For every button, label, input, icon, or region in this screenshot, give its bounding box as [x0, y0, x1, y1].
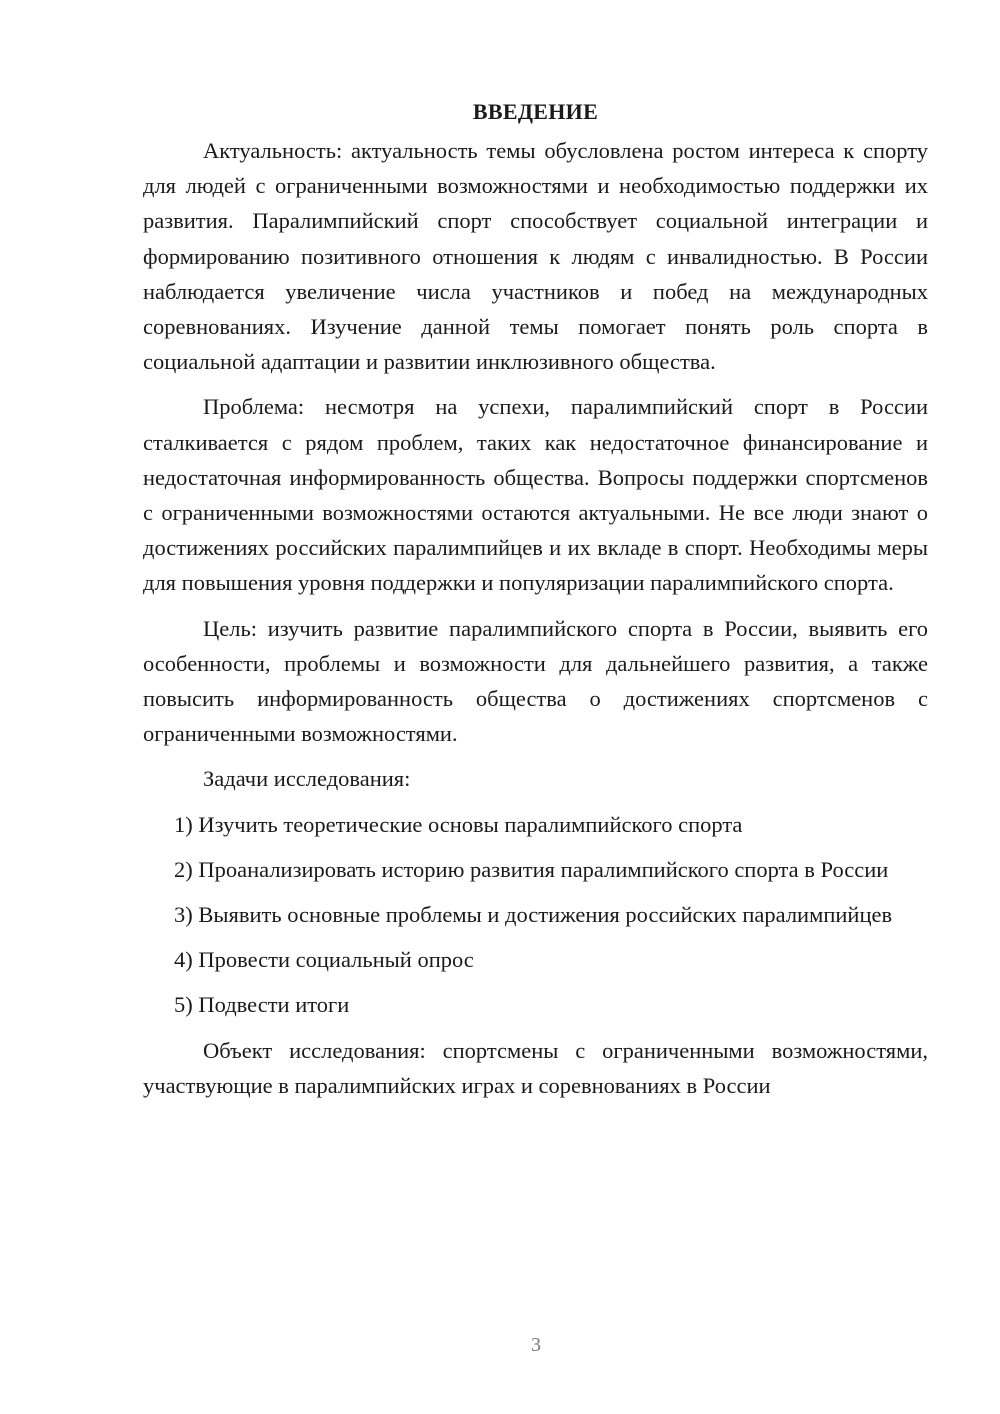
- problem-paragraph: Проблема: несмотря на успехи, паралимпийский спорт в России сталкивается с рядом проблем, таких как недостаточное финансирование и недостаточная информированность общества. Вопросы поддержки спортсменов с ограниченными возможностями остаются актуальными. Не все люди знают о достижениях российских паралимпийцев и их вкладе в спорт. Необходимы меры для повышения уровня поддержки и популяризации паралимпийского спорта.: [143, 394, 928, 596]
- task-item-5: 5) Подвести итоги: [174, 992, 350, 1018]
- task-item-2: 2) Проанализировать историю развития паралимпийского спорта в России: [174, 856, 889, 882]
- relevance-paragraph: Актуальность: актуальность темы обусловлена ростом интереса к спорту для людей с ограниченными возможностями и необходимостью поддержки их развития. Паралимпийский спорт способствует социальной интеграции и формированию позитивного отношения к людям с инвалидностью. В России наблюдается увеличение числа участников и побед на международных соревнованиях. Изучение данной темы помогает понять роль спорта в социальной адаптации и развитии инклюзивного общества.: [143, 138, 928, 375]
- tasks-heading: Задачи исследования:: [203, 766, 411, 792]
- document-page: [143, 94, 928, 1103]
- page-number: 3: [531, 1334, 541, 1356]
- task-item-3: 3) Выявить основные проблемы и достижения российских паралимпийцев: [174, 902, 893, 928]
- task-item-1: 1) Изучить теоретические основы паралимпийского спорта: [174, 811, 743, 837]
- section-title: ВВЕДЕНИЕ: [472, 99, 599, 124]
- object-paragraph: Объект исследования: спортсмены с ограниченными возможностями, участвующие в паралимпийских играх и соревнованиях в России: [143, 1037, 928, 1098]
- goal-paragraph: Цель: изучить развитие паралимпийского спорта в России, выявить его особенности, проблемы и возможности для дальнейшего развития, а также повысить информированность общества о достижениях спортсменов с ограниченными возможностями.: [143, 615, 928, 747]
- task-item-4: 4) Провести социальный опрос: [174, 947, 474, 973]
